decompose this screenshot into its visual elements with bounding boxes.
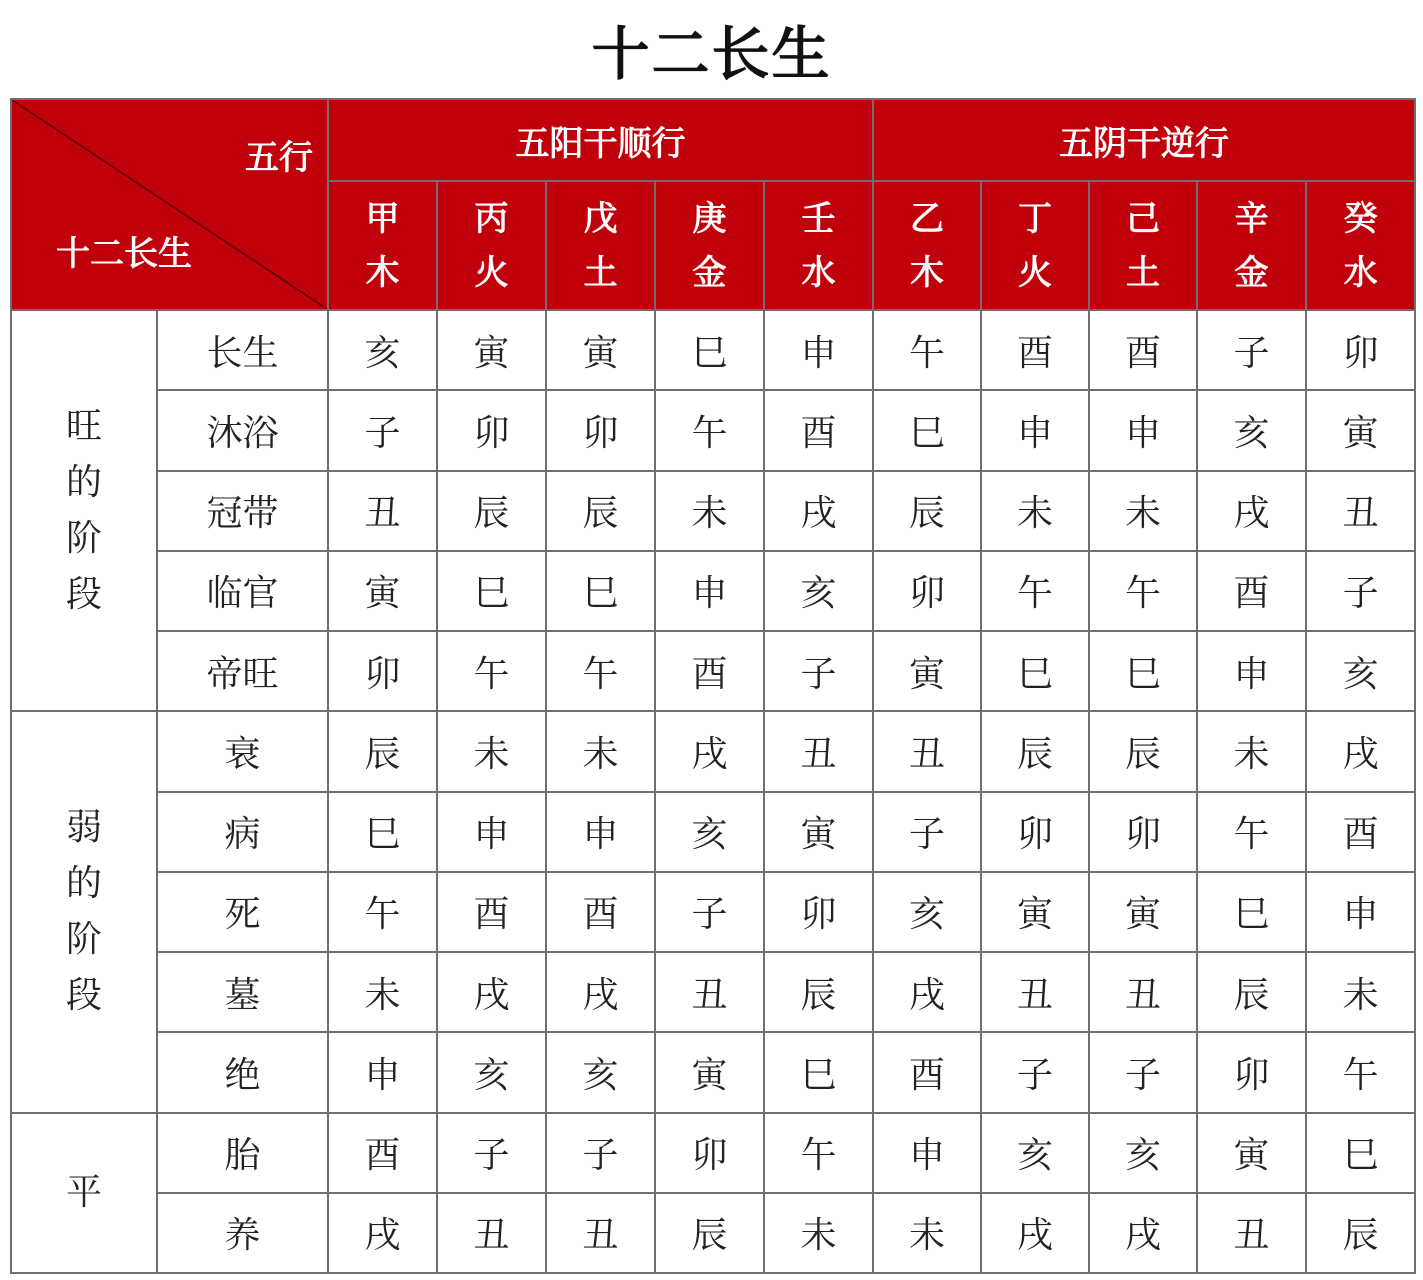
branch-cell: 申 <box>764 310 873 390</box>
branch-cell: 辰 <box>873 471 981 551</box>
branch-cell: 丑 <box>764 711 873 791</box>
branch-cell: 丑 <box>546 1193 655 1273</box>
corner-header <box>11 99 328 310</box>
branch-cell: 卯 <box>764 872 873 952</box>
table-row <box>11 792 1415 872</box>
branch-cell: 戌 <box>981 1193 1089 1273</box>
stem-element: 金 <box>1234 252 1269 293</box>
stem-header <box>437 181 546 310</box>
stage-label: 沐浴 <box>157 390 328 470</box>
branch-cell: 戌 <box>1306 711 1415 791</box>
group-header-yin: 五阴干逆行 <box>873 99 1415 181</box>
branch-cell: 寅 <box>1306 390 1415 470</box>
branch-cell: 午 <box>655 390 764 470</box>
branch-cell: 戌 <box>328 1193 437 1273</box>
branch-cell: 丑 <box>1197 1193 1306 1273</box>
stem-element: 木 <box>365 252 400 293</box>
branch-cell: 亥 <box>981 1113 1089 1193</box>
branch-cell: 卯 <box>1306 310 1415 390</box>
table-row <box>11 631 1415 711</box>
stem-gan: 甲 <box>365 198 400 239</box>
branch-cell: 酉 <box>873 1032 981 1112</box>
branch-cell: 戌 <box>764 471 873 551</box>
branch-cell: 卯 <box>437 390 546 470</box>
stem-gan: 丁 <box>1018 198 1053 239</box>
stem-gan: 己 <box>1126 198 1161 239</box>
branch-cell: 丑 <box>655 952 764 1032</box>
branch-cell: 酉 <box>764 390 873 470</box>
branch-cell: 未 <box>437 711 546 791</box>
branch-cell: 巳 <box>873 390 981 470</box>
phase-label-weak <box>11 711 157 1112</box>
stem-element: 木 <box>910 252 945 293</box>
stem-header <box>1089 181 1197 310</box>
branch-cell: 酉 <box>981 310 1089 390</box>
branch-cell: 酉 <box>1306 792 1415 872</box>
branch-cell: 辰 <box>546 471 655 551</box>
branch-cell: 酉 <box>1089 310 1197 390</box>
branch-cell: 卯 <box>981 792 1089 872</box>
branch-cell: 寅 <box>1089 872 1197 952</box>
branch-cell: 未 <box>981 471 1089 551</box>
branch-cell: 申 <box>873 1113 981 1193</box>
stem-gan: 乙 <box>910 198 945 239</box>
branch-cell: 午 <box>328 872 437 952</box>
branch-cell: 卯 <box>655 1113 764 1193</box>
phase-label-strong <box>11 310 157 711</box>
stage-label: 帝旺 <box>157 631 328 711</box>
phase-text: 弱的阶段 <box>66 806 103 1016</box>
branch-cell: 亥 <box>873 872 981 952</box>
branch-cell: 未 <box>1089 471 1197 551</box>
branch-cell: 辰 <box>981 711 1089 791</box>
branch-cell: 午 <box>546 631 655 711</box>
branch-cell: 未 <box>764 1193 873 1273</box>
branch-cell: 申 <box>1197 631 1306 711</box>
stage-label: 病 <box>157 792 328 872</box>
branch-cell: 申 <box>546 792 655 872</box>
stem-header <box>764 181 873 310</box>
branch-cell: 亥 <box>1306 631 1415 711</box>
branch-cell: 戌 <box>437 952 546 1032</box>
stem-header <box>655 181 764 310</box>
stage-label: 长生 <box>157 310 328 390</box>
stem-element: 水 <box>801 252 836 293</box>
branch-cell: 卯 <box>1197 1032 1306 1112</box>
branch-cell: 巳 <box>764 1032 873 1112</box>
branch-cell: 戌 <box>655 711 764 791</box>
stem-gan: 戊 <box>583 198 618 239</box>
branch-cell: 亥 <box>655 792 764 872</box>
stem-header <box>328 181 437 310</box>
branch-cell: 丑 <box>437 1193 546 1273</box>
branch-cell: 子 <box>873 792 981 872</box>
branch-cell: 卯 <box>328 631 437 711</box>
branch-cell: 子 <box>546 1113 655 1193</box>
branch-cell: 未 <box>873 1193 981 1273</box>
branch-cell: 寅 <box>328 551 437 631</box>
branch-cell: 午 <box>981 551 1089 631</box>
branch-cell: 辰 <box>1197 952 1306 1032</box>
branch-cell: 未 <box>1197 711 1306 791</box>
branch-cell: 丑 <box>1089 952 1197 1032</box>
table-row <box>11 390 1415 470</box>
stem-header <box>1197 181 1306 310</box>
branch-cell: 子 <box>655 872 764 952</box>
stem-header <box>546 181 655 310</box>
branch-cell: 午 <box>764 1113 873 1193</box>
branch-cell: 午 <box>1089 551 1197 631</box>
branch-cell: 酉 <box>328 1113 437 1193</box>
branch-cell: 午 <box>1306 1032 1415 1112</box>
branch-cell: 辰 <box>1089 711 1197 791</box>
corner-label-wuxing: 五行 <box>245 138 313 178</box>
branch-cell: 丑 <box>873 711 981 791</box>
branch-cell: 辰 <box>655 1193 764 1273</box>
stem-element: 水 <box>1343 252 1378 293</box>
branch-cell: 申 <box>1306 872 1415 952</box>
branch-cell: 巳 <box>1197 872 1306 952</box>
branch-cell: 巳 <box>655 310 764 390</box>
stage-label: 临官 <box>157 551 328 631</box>
branch-cell: 未 <box>546 711 655 791</box>
stage-label: 胎 <box>157 1113 328 1193</box>
table-row <box>11 1193 1415 1273</box>
branch-cell: 子 <box>1197 310 1306 390</box>
branch-cell: 亥 <box>1197 390 1306 470</box>
stage-label: 养 <box>157 1193 328 1273</box>
stem-element: 火 <box>1018 252 1053 293</box>
table-row <box>11 1113 1415 1193</box>
branch-cell: 亥 <box>437 1032 546 1112</box>
stage-label: 衰 <box>157 711 328 791</box>
stem-header <box>1306 181 1415 310</box>
branch-cell: 酉 <box>1197 551 1306 631</box>
branch-cell: 子 <box>981 1032 1089 1112</box>
branch-cell: 戌 <box>1089 1193 1197 1273</box>
branch-cell: 辰 <box>1306 1193 1415 1273</box>
branch-cell: 巳 <box>1306 1113 1415 1193</box>
branch-cell: 申 <box>655 551 764 631</box>
branch-cell: 寅 <box>546 310 655 390</box>
stem-gan: 辛 <box>1234 198 1269 239</box>
stem-gan: 丙 <box>474 198 509 239</box>
branch-cell: 子 <box>437 1113 546 1193</box>
table-row <box>11 872 1415 952</box>
table-row <box>11 711 1415 791</box>
branch-cell: 酉 <box>655 631 764 711</box>
branch-cell: 寅 <box>873 631 981 711</box>
branch-cell: 巳 <box>437 551 546 631</box>
branch-cell: 子 <box>328 390 437 470</box>
branch-cell: 亥 <box>764 551 873 631</box>
branch-cell: 卯 <box>546 390 655 470</box>
stage-label: 绝 <box>157 1032 328 1112</box>
table-row <box>11 952 1415 1032</box>
branch-cell: 丑 <box>1306 471 1415 551</box>
table-row <box>11 1032 1415 1112</box>
corner-label-stages: 十二长生 <box>56 234 192 274</box>
branch-cell: 申 <box>1089 390 1197 470</box>
stem-header <box>873 181 981 310</box>
branch-cell: 亥 <box>328 310 437 390</box>
branch-cell: 巳 <box>1089 631 1197 711</box>
table-row <box>11 310 1415 390</box>
branch-cell: 辰 <box>764 952 873 1032</box>
stem-element: 土 <box>1126 252 1161 293</box>
group-header-yang: 五阳干顺行 <box>328 99 873 181</box>
branch-cell: 未 <box>328 952 437 1032</box>
branch-cell: 丑 <box>981 952 1089 1032</box>
stem-gan: 庚 <box>692 198 727 239</box>
stem-gan: 壬 <box>801 198 836 239</box>
branch-cell: 寅 <box>437 310 546 390</box>
branch-cell: 申 <box>981 390 1089 470</box>
branch-cell: 戌 <box>873 952 981 1032</box>
table-row <box>11 471 1415 551</box>
branch-cell: 寅 <box>1197 1113 1306 1193</box>
branch-cell: 卯 <box>1089 792 1197 872</box>
branch-cell: 巳 <box>546 551 655 631</box>
phase-label-neutral <box>11 1113 157 1274</box>
stem-gan: 癸 <box>1343 198 1378 239</box>
stem-element: 火 <box>474 252 509 293</box>
branch-cell: 未 <box>655 471 764 551</box>
stage-label: 冠带 <box>157 471 328 551</box>
branch-cell: 寅 <box>655 1032 764 1112</box>
stage-label: 墓 <box>157 952 328 1032</box>
branch-cell: 子 <box>1306 551 1415 631</box>
twelve-stages-table <box>10 98 1416 1274</box>
branch-cell: 子 <box>1089 1032 1197 1112</box>
branch-cell: 未 <box>1306 952 1415 1032</box>
branch-cell: 申 <box>437 792 546 872</box>
branch-cell: 丑 <box>328 471 437 551</box>
branch-cell: 巳 <box>328 792 437 872</box>
branch-cell: 戌 <box>1197 471 1306 551</box>
stem-element: 土 <box>583 252 618 293</box>
branch-cell: 巳 <box>981 631 1089 711</box>
branch-cell: 辰 <box>437 471 546 551</box>
stem-header <box>981 181 1089 310</box>
phase-text: 旺的阶段 <box>66 405 103 615</box>
branch-cell: 酉 <box>546 872 655 952</box>
branch-cell: 申 <box>328 1032 437 1112</box>
branch-cell: 亥 <box>546 1032 655 1112</box>
stem-element: 金 <box>692 252 727 293</box>
branch-cell: 亥 <box>1089 1113 1197 1193</box>
phase-text: 平 <box>66 1171 103 1213</box>
branch-cell: 午 <box>437 631 546 711</box>
page-title: 十二长生 <box>591 20 832 88</box>
branch-cell: 寅 <box>981 872 1089 952</box>
branch-cell: 酉 <box>437 872 546 952</box>
stage-label: 死 <box>157 872 328 952</box>
branch-cell: 戌 <box>546 952 655 1032</box>
branch-cell: 午 <box>1197 792 1306 872</box>
branch-cell: 卯 <box>873 551 981 631</box>
branch-cell: 午 <box>873 310 981 390</box>
branch-cell: 辰 <box>328 711 437 791</box>
table-row <box>11 551 1415 631</box>
branch-cell: 子 <box>764 631 873 711</box>
branch-cell: 寅 <box>764 792 873 872</box>
